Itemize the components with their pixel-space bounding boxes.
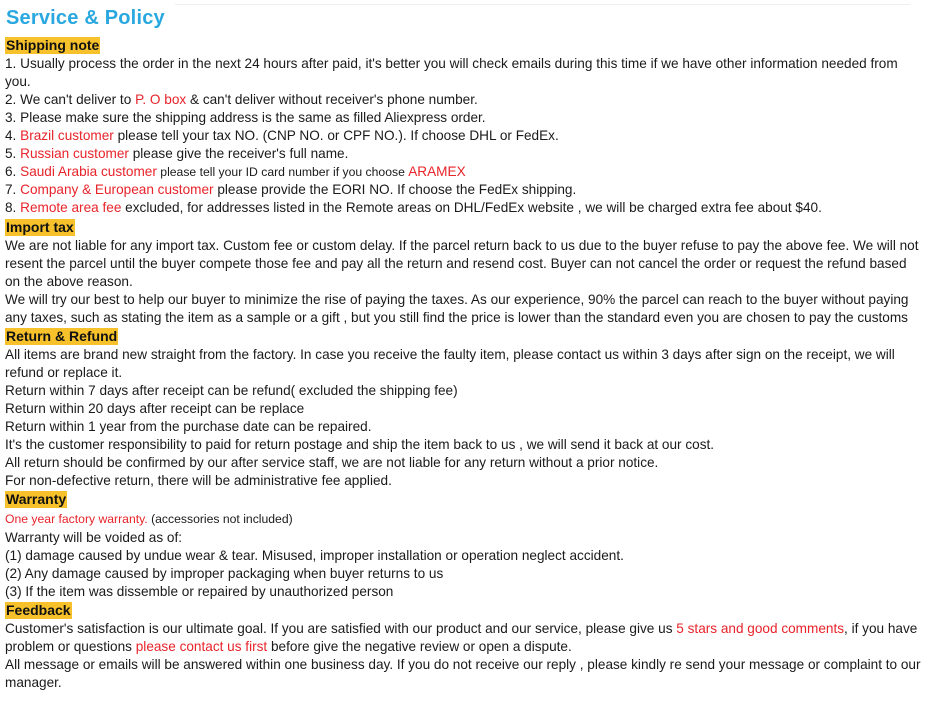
return-refund-line: For non-defective return, there will be administrative fee applied. <box>5 473 392 488</box>
import-tax-header: Import tax <box>6 219 74 235</box>
return-refund-line: All return should be confirmed by our after service staff, we are not liable for any return without a prior notice. <box>5 455 659 470</box>
feedback-header: Feedback <box>6 602 71 618</box>
top-divider <box>175 4 910 5</box>
shipping-item-3: 3. Please make sure the shipping address is the same as filled Aliexpress order. <box>5 110 486 125</box>
feedback-line-1: Customer's satisfaction is our ultimate goal. If you are satisfied with our product and our service, please give us 5 stars and good comments, if you have <box>5 621 918 636</box>
shipping-item-6: 6. Saudi Arabia customer please tell your ID card number if you choose ARAMEX <box>5 164 466 179</box>
feedback-line-3: All message or emails will be answered within one business day. If you do not receive our reply , please kindly re send your message or complaint to our <box>5 657 921 672</box>
import-tax-line: on the above reason. <box>5 274 133 289</box>
page-title: Service & Policy <box>6 7 165 29</box>
shipping-item-1: 1. Usually process the order in the next 24 hours after paid, it's better you will check emails during this time if we have other information needed from <box>5 56 898 71</box>
return-refund-header: Return & Refund <box>6 328 118 344</box>
return-refund-line: It's the customer responsibility to paid for return postage and ship the item back to us , we will send it back at our cost. <box>5 437 715 452</box>
return-refund-line: All items are brand new straight from the factory. In case you receive the faulty item, please contact us within 3 days after sign on the receipt, we will <box>5 347 895 362</box>
warranty-line: Warranty will be voided as of: <box>5 530 183 545</box>
return-refund-line: refund or replace it. <box>5 365 123 380</box>
import-tax-line: We are not liable for any import tax. Custom fee or custom delay. If the parcel return back to us due to the buyer refuse to pay the above fee. We will not <box>5 238 919 253</box>
shipping-item-1-cont: you. <box>5 74 31 89</box>
warranty-line: (1) damage caused by undue wear & tear. Misused, improper installation or operation neglect accident. <box>5 548 624 563</box>
feedback-line-2: problem or questions please contact us first before give the negative review or open a dispute. <box>5 639 572 654</box>
return-refund-line: Return within 1 year from the purchase date can be repaired. <box>5 419 372 434</box>
shipping-item-8: 8. Remote area fee excluded, for addresses listed in the Remote areas on DHL/FedEx website , we will be charged extra fee about $40. <box>5 200 822 215</box>
shipping-item-2: 2. We can't deliver to P. O box & can't deliver without receiver's phone number. <box>5 92 478 107</box>
shipping-note-header: Shipping note <box>6 37 100 53</box>
feedback-line-4: manager. <box>5 675 62 690</box>
warranty-term: One year factory warranty. (accessories not included) <box>5 512 293 526</box>
shipping-item-7: 7. Company & European customer please provide the EORI NO. If choose the FedEx shipping. <box>5 182 577 197</box>
shipping-item-5: 5. Russian customer please give the receiver's full name. <box>5 146 349 161</box>
import-tax-line: any taxes, such as stating the item as a sample or a gift , but you still find the price is lower than the standard even you are chosen to pay the customs <box>5 310 908 325</box>
warranty-line: (2) Any damage caused by improper packaging when buyer returns to us <box>5 566 444 581</box>
shipping-item-4: 4. Brazil customer please tell your tax NO. (CNP NO. or CPF NO.). If choose DHL or FedEx. <box>5 128 559 143</box>
return-refund-line: Return within 20 days after receipt can be replace <box>5 401 305 416</box>
import-tax-line: resent the parcel until the buyer compete those fee and pay all the return and resend cost. Buyer can not cancel the order or request the refund based <box>5 256 907 271</box>
return-refund-line: Return within 7 days after receipt can be refund( excluded the shipping fee) <box>5 383 458 398</box>
warranty-line: (3) If the item was dissemble or repaired by unauthorized person <box>5 584 394 599</box>
warranty-header: Warranty <box>6 491 67 507</box>
import-tax-line: We will try our best to help our buyer to minimize the rise of paying the taxes. As our experience, 90% the parcel can reach to the buyer without paying <box>5 292 909 307</box>
